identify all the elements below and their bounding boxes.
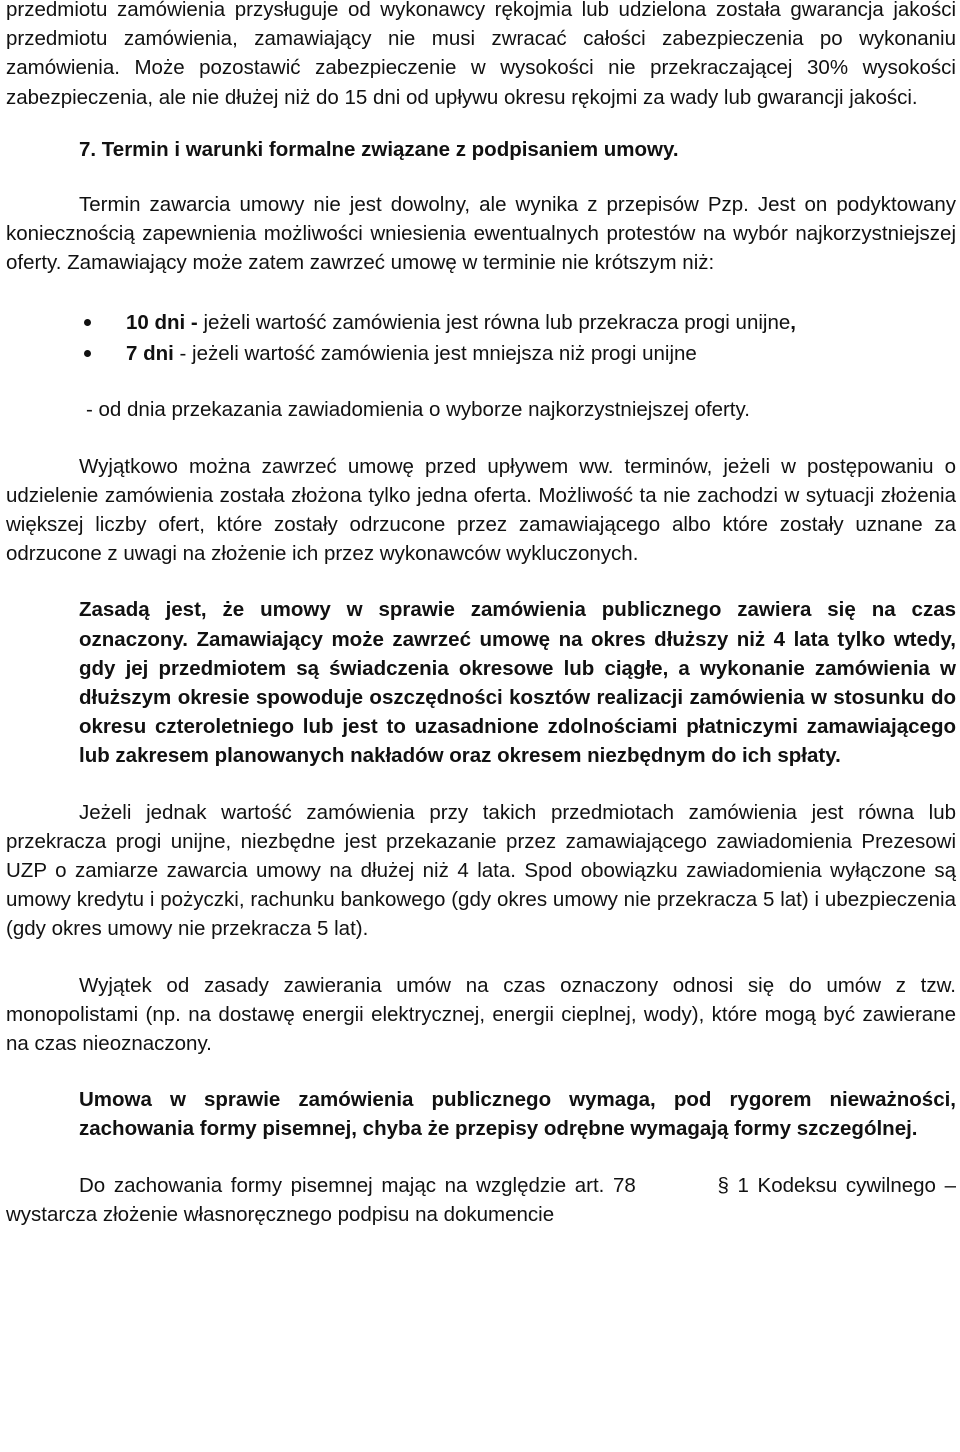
section-paragraph-2: Wyjątkowo można zawrzeć umowę przed upływem ww. terminów, jeżeli w postępowaniu o udzielenie zamówienia została złożona tylko jedna oferta. Możliwość ta nie zachodzi w sytuacji złożenia większej liczby ofert, które zostały odrzucone przez zamawiającego albo które zostały uznane za odrzucone z uwagi na złożenie ich przez wykonawców wykluczonych. (6, 454, 956, 566)
section-paragraph-4: Wyjątek od zasady zawierania umów na czas oznaczony odnosi się do umów z tzw. monopolistami (np. na dostawę energii elektrycznej, energii cieplnej, wody), które mogą być zawierane na czas nieoznaczony. (6, 973, 956, 1056)
list-item-text: jeżeli wartość zamówienia jest równa lub przekracza progi unijne (197, 311, 791, 335)
bold-rule-paragraph: Zasadą jest, że umowy w sprawie zamówienia publicznego zawiera się na czas oznaczony. Zamawiający może zawrzeć umowę na okres dłuższy niż 4 lata tylko wtedy, gdy jej przedmiotem są świadczenia okresowe lub ciągłe, a wykonanie zamówienia w dłuższym okresie spowoduje oszczędności kosztów realizacji zamówienia w stosunku do okresu czteroletniego lub jest to uzasadnione zdolnościami płatniczymi zamawiającego lub zakresem planowanych nakładów oraz okresem niezbędnym do ich spłaty. (79, 598, 956, 768)
after-list-text: - od dnia przekazania zawiadomienia o wyborze najkorzystniejszej oferty. (86, 398, 750, 422)
list-item-term: 7 dni (126, 342, 174, 366)
section-paragraph-1: Termin zawarcia umowy nie jest dowolny, ale wynika z przepisów Pzp. Jest on podyktowany koniecznością zapewnienia możliwości wniesienia ewentualnych protestów na wybór najkorzystniejszej oferty. Zamawiający może zatem zawrzeć umowę w terminie nie krótszym niż: (6, 192, 956, 275)
section-heading: 7. Termin i warunki formalne związane z podpisaniem umowy. (79, 137, 679, 161)
bold-form-paragraph: Umowa w sprawie zamówienia publicznego wymaga, pod rygorem nieważności, zachowania formy pisemnej, chyba że przepisy odrębne wymagają formy szczególnej. (79, 1088, 956, 1141)
intro-paragraph: przedmiotu zamówienia przysługuje od wykonawcy rękojmia lub udzielona została gwarancja jakości przedmiotu zamówienia, zamawiający nie musi zwracać całości zabezpieczenia po wykonaniu zamówienia. Może pozostawić zabezpieczenie w wysokości nie przekraczającej 30% wysokości zabezpieczenia, ale nie dłużej niż do 15 dni od upływu okresu rękojmi za wady lub gwarancji jakości. (6, 0, 956, 109)
paragraph-text: 1 Kodeksu cywilnego – wystarcza złożenie własnoręcznego podpisu na dokumencie (6, 1173, 956, 1226)
list-item-term: 10 dni - (126, 311, 198, 335)
list-item (84, 338, 956, 369)
list-item-text: - jeżeli wartość zamówienia jest mniejsza niż progi unijne (173, 342, 697, 366)
list-item (84, 307, 956, 338)
section-paragraph-5 (6, 1171, 956, 1229)
list-item-tail: , (790, 311, 796, 335)
term-list (84, 307, 956, 369)
section-sign-icon: § (717, 1173, 729, 1197)
section-paragraph-3: Jeżeli jednak wartość zamówienia przy takich przedmiotach zamówienia jest równa lub przekracza progi unijne, niezbędne jest przekazanie przez zamawiającego zawiadomienia Prezesowi UZP o zamiarze zawarcia umowy na dłużej niż 4 lata. Spod obowiązku zawiadomienia wyłączone są umowy kredytu i pożyczki, rachunku bankowego (gdy okres umowy nie przekracza 5 lat) i ubezpieczenia (gdy okres umowy nie przekracza 5 lat). (6, 800, 956, 941)
paragraph-text: Do zachowania formy pisemnej mając na względzie art. 78 (79, 1173, 645, 1197)
bullet-icon (84, 319, 91, 326)
bullet-icon (84, 350, 91, 357)
document-page (6, 0, 956, 1229)
